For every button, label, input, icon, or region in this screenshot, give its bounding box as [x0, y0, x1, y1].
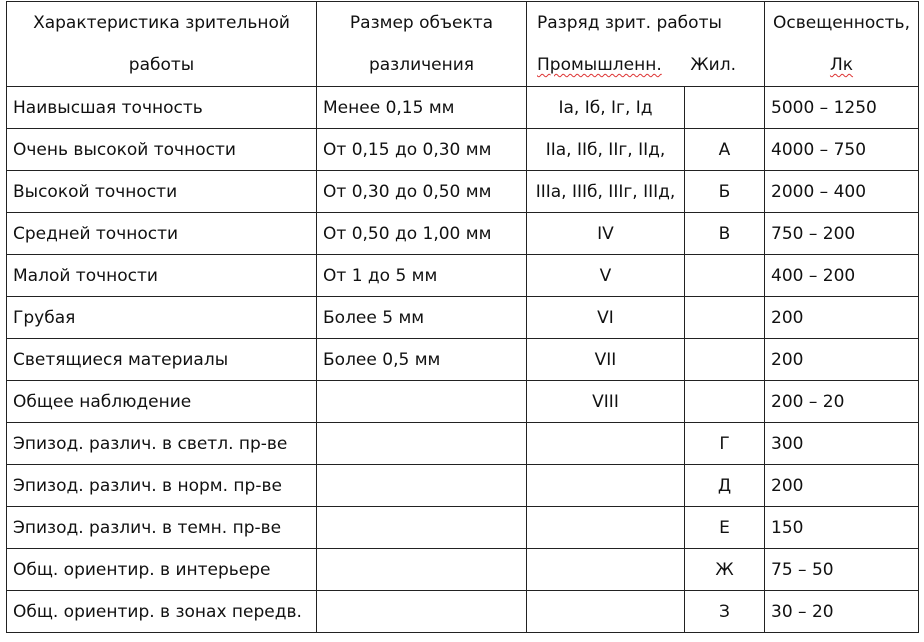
cell-industrial-category: VI: [527, 297, 685, 339]
cell-characteristic: Эпизод. различ. в светл. пр-ве: [7, 423, 317, 465]
lighting-norms-table: [6, 1, 919, 633]
cell-characteristic: Общее наблюдение: [7, 381, 317, 423]
table-row: [7, 213, 919, 255]
cell-industrial-category: IIа, IIб, IIг, IIд,: [527, 129, 685, 171]
cell-residential-category: [685, 339, 765, 381]
header-characteristic: Характеристика зрительной: [7, 2, 317, 45]
header-row-bottom: [7, 44, 919, 87]
header-characteristic-line2: работы: [7, 44, 317, 87]
cell-residential-category: [685, 87, 765, 129]
header-work-category-sub: [527, 44, 765, 87]
cell-illuminance: 4000 – 750: [765, 129, 919, 171]
cell-industrial-category: VIII: [527, 381, 685, 423]
cell-illuminance: 200: [765, 339, 919, 381]
cell-characteristic: Средней точности: [7, 213, 317, 255]
header-object-size-line2: различения: [317, 44, 527, 87]
cell-object-size: От 0,30 до 0,50 мм: [317, 171, 527, 213]
cell-residential-category: Г: [685, 423, 765, 465]
cell-residential-category: Е: [685, 507, 765, 549]
cell-object-size: [317, 465, 527, 507]
cell-object-size: Менее 0,15 мм: [317, 87, 527, 129]
cell-characteristic: Очень высокой точности: [7, 129, 317, 171]
table-row: [7, 591, 919, 633]
cell-industrial-category: V: [527, 255, 685, 297]
cell-residential-category: [685, 381, 765, 423]
table-row: [7, 129, 919, 171]
table-row: [7, 423, 919, 465]
table-row: [7, 381, 919, 423]
cell-industrial-category: VII: [527, 339, 685, 381]
cell-object-size: От 0,15 до 0,30 мм: [317, 129, 527, 171]
cell-residential-category: Ж: [685, 549, 765, 591]
header-work-category: Разряд зрит. работы: [527, 2, 765, 45]
cell-object-size: Более 0,5 мм: [317, 339, 527, 381]
cell-characteristic: Наивысшая точность: [7, 87, 317, 129]
cell-object-size: [317, 591, 527, 633]
cell-residential-category: А: [685, 129, 765, 171]
cell-illuminance: 300: [765, 423, 919, 465]
header-object-size: Размер объекта: [317, 2, 527, 45]
table-row: [7, 171, 919, 213]
cell-characteristic: Малой точности: [7, 255, 317, 297]
table-row: [7, 297, 919, 339]
header-illuminance: Освещенность,: [765, 2, 919, 45]
cell-object-size: От 1 до 5 мм: [317, 255, 527, 297]
cell-residential-category: [685, 255, 765, 297]
cell-illuminance: 400 – 200: [765, 255, 919, 297]
cell-industrial-category: [527, 591, 685, 633]
table-row: [7, 465, 919, 507]
cell-characteristic: Грубая: [7, 297, 317, 339]
cell-residential-category: Б: [685, 171, 765, 213]
cell-residential-category: В: [685, 213, 765, 255]
cell-illuminance: 750 – 200: [765, 213, 919, 255]
cell-illuminance: 2000 – 400: [765, 171, 919, 213]
header-residential: Жил.: [690, 55, 736, 75]
cell-object-size: Более 5 мм: [317, 297, 527, 339]
cell-illuminance: 150: [765, 507, 919, 549]
cell-characteristic: Общ. ориентир. в интерьере: [7, 549, 317, 591]
cell-industrial-category: [527, 423, 685, 465]
table-row: [7, 507, 919, 549]
cell-object-size: [317, 381, 527, 423]
cell-characteristic: Эпизод. различ. в норм. пр-ве: [7, 465, 317, 507]
cell-industrial-category: IV: [527, 213, 685, 255]
cell-industrial-category: IIIа, IIIб, IIIг, IIIд,: [527, 171, 685, 213]
table-row: [7, 549, 919, 591]
cell-illuminance: 200 – 20: [765, 381, 919, 423]
cell-illuminance: 200: [765, 465, 919, 507]
header-illuminance-unit: Лк: [765, 44, 919, 87]
header-row-top: [7, 2, 919, 45]
table-body: [7, 87, 919, 633]
cell-residential-category: З: [685, 591, 765, 633]
cell-characteristic: Эпизод. различ. в темн. пр-ве: [7, 507, 317, 549]
cell-industrial-category: [527, 549, 685, 591]
cell-illuminance: 75 – 50: [765, 549, 919, 591]
cell-residential-category: Д: [685, 465, 765, 507]
cell-object-size: [317, 507, 527, 549]
cell-industrial-category: Iа, Iб, Iг, Iд: [527, 87, 685, 129]
cell-industrial-category: [527, 465, 685, 507]
table-row: [7, 339, 919, 381]
cell-characteristic: Высокой точности: [7, 171, 317, 213]
table-row: [7, 255, 919, 297]
cell-residential-category: [685, 297, 765, 339]
cell-object-size: От 0,50 до 1,00 мм: [317, 213, 527, 255]
cell-illuminance: 200: [765, 297, 919, 339]
header-industrial: Промышленн.: [537, 55, 662, 75]
table-row: [7, 87, 919, 129]
cell-characteristic: Светящиеся материалы: [7, 339, 317, 381]
cell-industrial-category: [527, 507, 685, 549]
cell-object-size: [317, 549, 527, 591]
cell-characteristic: Общ. ориентир. в зонах передв.: [7, 591, 317, 633]
cell-object-size: [317, 423, 527, 465]
cell-illuminance: 5000 – 1250: [765, 87, 919, 129]
cell-illuminance: 30 – 20: [765, 591, 919, 633]
